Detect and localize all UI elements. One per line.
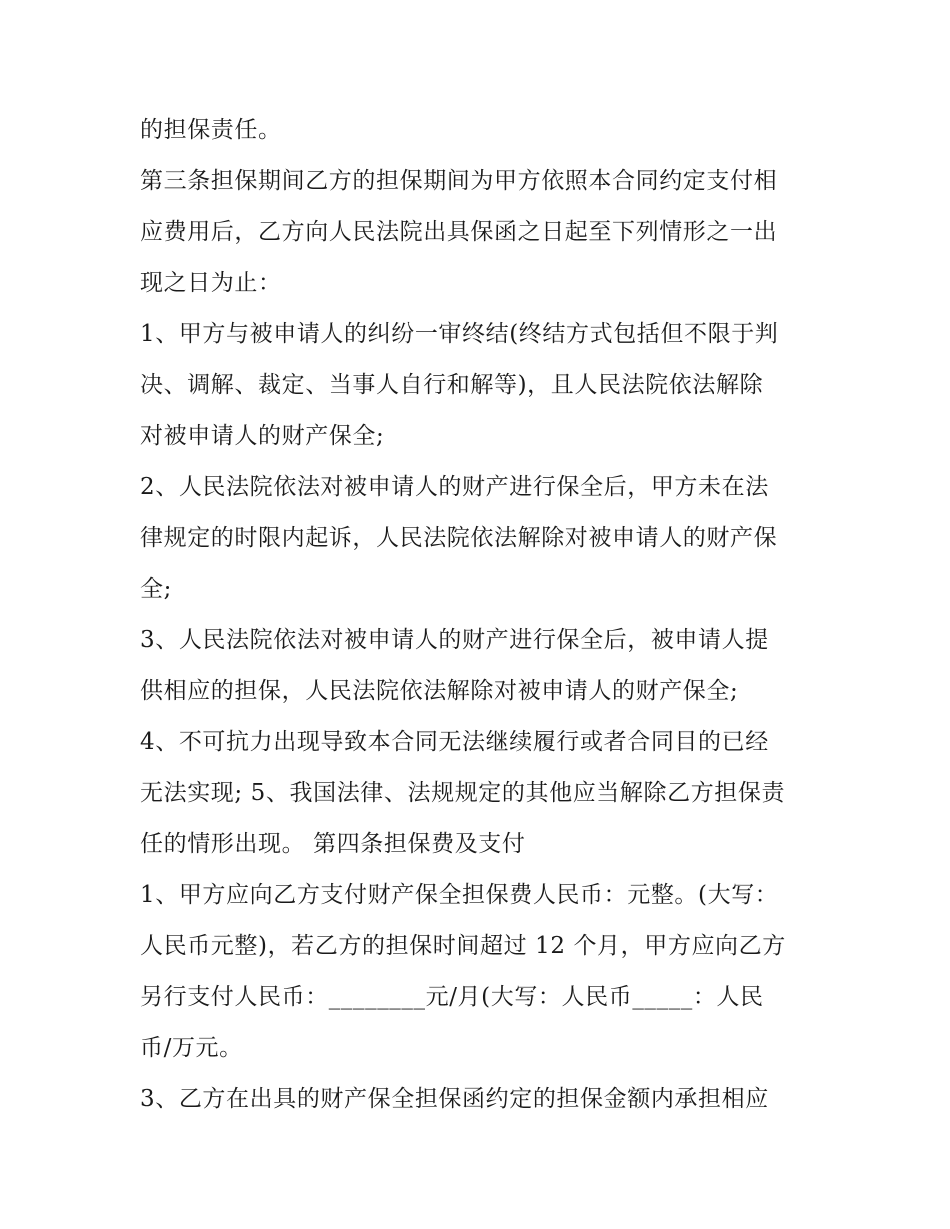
text-line: 的担保责任。 [140, 117, 282, 143]
text-line: 3、人民法院依法对被申请人的财产进行保全后，被申请人提 [140, 627, 769, 653]
text-line: 2、人民法院依法对被申请人的财产进行保全后，甲方未在法 [140, 474, 769, 500]
text-line: 币/万元。 [140, 1035, 243, 1061]
text-line: 另行支付人民币：________元/月(大写：人民币_____：人民 [140, 984, 764, 1010]
text-line: 律规定的时限内起诉，人民法院依法解除对被申请人的财产保 [140, 525, 778, 551]
text-line: 任的情形出现。 第四条担保费及支付 [140, 831, 526, 857]
text-line: 决、调解、裁定、当事人自行和解等)，且人民法院依法解除 [140, 372, 764, 398]
text-line: 无法实现; 5、我国法律、法规规定的其他应当解除乙方担保责 [140, 780, 786, 806]
text-line: 现之日为止： [140, 270, 282, 296]
text-line: 供相应的担保，人民法院依法解除对被申请人的财产保全; [140, 678, 739, 704]
text-line: 人民币元整)，若乙方的担保时间超过 12 个月，甲方应向乙方 [140, 933, 786, 959]
text-line: 应费用后，乙方向人民法院出具保函之日起至下列情形之一出 [140, 219, 778, 245]
text-line: 1、甲方应向乙方支付财产保全担保费人民币：元整。(大写： [140, 882, 779, 908]
text-line: 4、不可抗力出现导致本合同无法继续履行或者合同目的已经 [140, 729, 769, 755]
text-line: 全; [140, 576, 172, 602]
text-line: 3、乙方在出具的财产保全担保函约定的担保金额内承担相应 [140, 1086, 769, 1112]
text-line: 对被申请人的财产保全; [140, 423, 385, 449]
text-line: 第三条担保期间乙方的担保期间为甲方依照本合同约定支付相 [140, 168, 778, 194]
text-line: 1、甲方与被申请人的纠纷一审终结(终结方式包括但不限于判 [140, 321, 779, 347]
